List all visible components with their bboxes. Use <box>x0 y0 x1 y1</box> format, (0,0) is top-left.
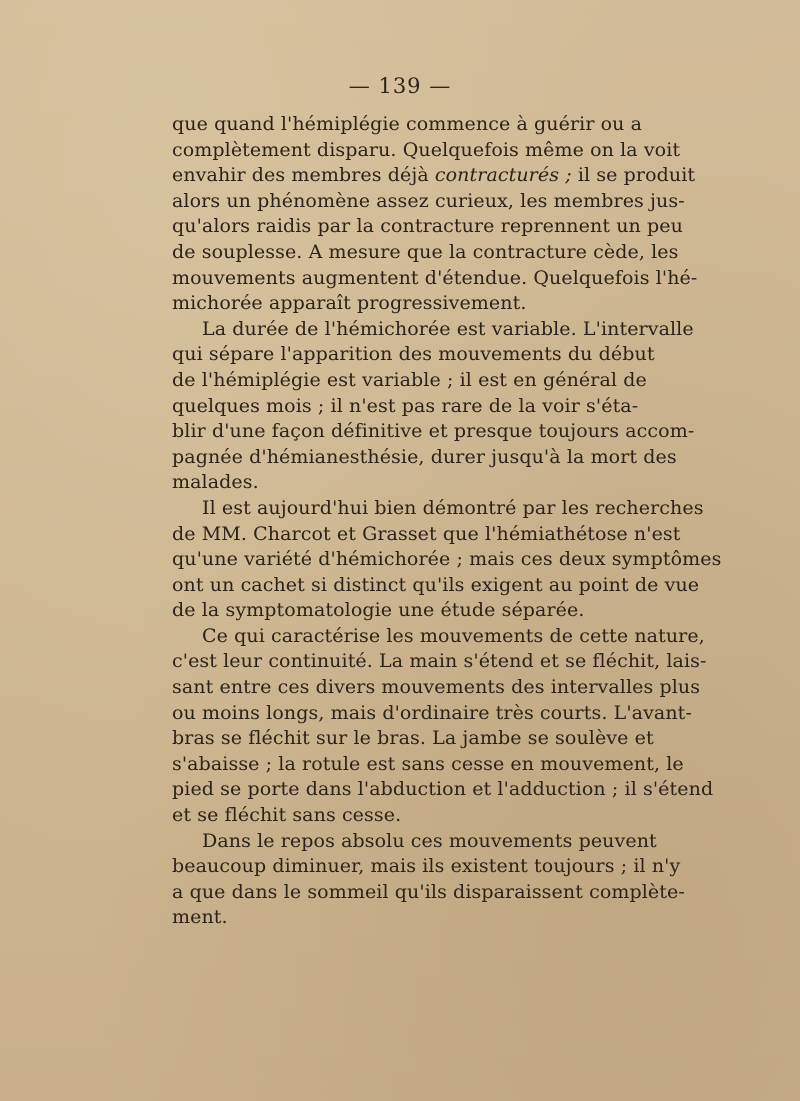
text-line: envahir des membres déjà contracturés ; il se produit <box>172 164 696 187</box>
text-line: c'est leur continuité. La main s'étend et se fléchit, lais- <box>172 650 707 673</box>
text-line: ont un cachet si distinct qu'ils exigent au point de vue <box>172 573 700 596</box>
text-line: blir d'une façon définitive et presque toujours accom- <box>172 420 695 443</box>
text-line: s'abaisse ; la rotule est sans cesse en mouvement, le <box>172 752 684 775</box>
text-line: alors un phénomène assez curieux, les membres jus- <box>172 189 685 212</box>
paragraph <box>172 112 698 317</box>
text-line: et se fléchit sans cesse. <box>172 804 402 827</box>
paragraph <box>172 317 695 496</box>
text-line: Ce qui caractérise les mouvements de cette nature, <box>202 624 705 647</box>
paragraph <box>172 496 722 624</box>
paragraph <box>172 624 714 829</box>
text-line: quelques mois ; il n'est pas rare de la voir s'éta- <box>172 394 639 417</box>
page-number: — 139 — <box>348 74 452 98</box>
text-line: Dans le repos absolu ces mouvements peuvent <box>202 829 657 852</box>
text-line: de l'hémiplégie est variable ; il est en général de <box>172 368 647 391</box>
text-line: a que dans le sommeil qu'ils disparaissent complète- <box>172 880 685 903</box>
paragraph <box>172 829 685 931</box>
text-line: de la symptomatologie une étude séparée. <box>172 599 585 622</box>
text-line: malades. <box>172 471 259 494</box>
text-line: bras se fléchit sur le bras. La jambe se soulève et <box>172 727 654 750</box>
text-line: mouvements augmentent d'étendue. Quelquefois l'hé- <box>172 266 698 289</box>
text-line: La durée de l'hémichorée est variable. L'intervalle <box>202 317 694 340</box>
text-line: qui sépare l'apparition des mouvements du début <box>172 343 655 366</box>
text-line: michorée apparaît progressivement. <box>172 292 527 315</box>
text-line: ou moins longs, mais d'ordinaire très courts. L'avant- <box>172 701 692 724</box>
text-line: qu'alors raidis par la contracture reprennent un peu <box>172 215 683 238</box>
text-line: complètement disparu. Quelquefois même on la voit <box>172 138 681 161</box>
text-line: Il est aujourd'hui bien démontré par les recherches <box>202 496 704 519</box>
text-line: beaucoup diminuer, mais ils existent toujours ; il n'y <box>172 855 681 878</box>
text-line: ment. <box>172 906 228 929</box>
text-line: de souplesse. A mesure que la contracture cède, les <box>172 240 679 263</box>
body-text <box>172 112 722 931</box>
text-line: que quand l'hémiplégie commence à guérir ou a <box>172 113 643 135</box>
text-line: sant entre ces divers mouvements des intervalles plus <box>172 676 701 699</box>
text-line: pied se porte dans l'abduction et l'adduction ; il s'étend <box>172 778 714 801</box>
text-line: pagnée d'hémianesthésie, durer jusqu'à la mort des <box>172 445 677 468</box>
text-line: de MM. Charcot et Grasset que l'hémiathétose n'est <box>172 522 681 545</box>
text-line: qu'une variété d'hémichorée ; mais ces deux symptômes <box>172 548 722 571</box>
